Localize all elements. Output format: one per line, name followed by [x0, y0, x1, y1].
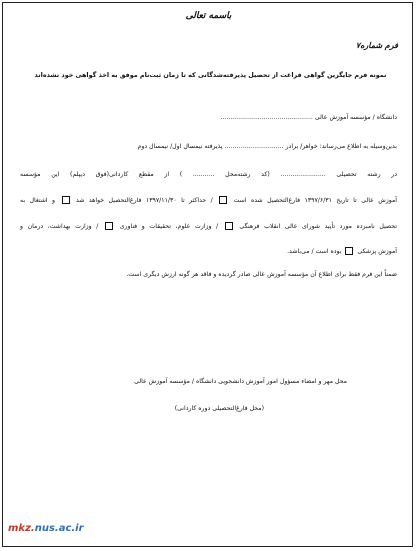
field-code-label: (کد رشته‌محل [225, 171, 270, 178]
council-checkbox[interactable] [225, 222, 233, 230]
field-blank[interactable]: ....................... [280, 171, 326, 178]
science-ministry-checkbox[interactable] [105, 222, 113, 230]
health-ministry-text: / وزارت بهداشت، درمان و [20, 223, 99, 230]
note-line: ضمناً این فرم فقط برای اطلاع آن مؤسسه آموزش عالی صادر گردیده و فاقد هر گونه ارزش دیگری است. [126, 271, 397, 278]
graduated-checkbox[interactable] [219, 196, 227, 204]
watermark-domain: nus.ac.ir [34, 523, 84, 534]
university-label: دانشگاه / مؤسسه آموزش عالی [314, 114, 397, 121]
science-ministry-text: / وزارت علوم، تحقیقات و فناوری [119, 223, 219, 230]
body-line-5 [20, 222, 397, 230]
signature-place: محل مهر و امضاء مسؤول امور آموزش دانشجویی دانشگاه / مؤسسه آموزش عالی [134, 378, 347, 385]
will-graduate-checkbox[interactable] [62, 196, 70, 204]
body-line-6 [287, 247, 397, 255]
body-line-4 [20, 196, 397, 204]
body-line-3 [20, 171, 397, 178]
confirmation-text: بوده است / می‌باشد. [287, 248, 342, 255]
degree-text: ) از مقطع کاردانی(فوق دیپلم) این مؤسسه [20, 171, 183, 178]
semester-text: پذیرفته نیمسال اول/ نیمسال دوم [137, 143, 223, 150]
university-blank[interactable]: ............................................... [220, 114, 313, 121]
study-text: و اشتغال به [20, 197, 56, 204]
graduation-place: (محل فارغ‌التحصیلی دوره کاردانی) [174, 405, 264, 412]
bismillah-heading: باسمه تعالی [185, 11, 232, 21]
will-graduate-text: / حداکثر تا ۱۳۹۷/۱۱/۳۰ فارغ‌التحصیل خواهد شد [75, 197, 213, 204]
form-title: نمونه فرم جایگزین گواهی فراغت از تحصیل پذیرفته‌شدگانی که تا زمان ثبت‌نام موفق به اخذ گواهی خود نشده‌اند [34, 71, 387, 79]
student-name-blank[interactable]: .............................. [224, 143, 284, 150]
announcement-text: بدین‌وسیله به اطلاع می‌رساند: خواهر/ برادر [285, 143, 397, 150]
body-line-2 [138, 143, 397, 150]
form-number: فرم شماره۷ [355, 41, 398, 50]
graduated-text: آموزش عالی تا تاریخ ۱۳۹۷/۶/۳۱ فارغ‌التحصیل شده است [233, 197, 398, 204]
council-text: تحصیل نامبرده مورد تأیید شورای عالی انقلاب فرهنگی [239, 223, 398, 230]
watermark-prefix: mkz. [8, 523, 35, 534]
health-ministry-checkbox[interactable] [345, 247, 353, 255]
field-code-blank[interactable]: ........... [192, 171, 215, 178]
medical-education-text: آموزش پزشکی [357, 248, 397, 255]
body-line-1 [220, 114, 397, 121]
field-label: در رشته تحصیلی [336, 171, 398, 178]
site-watermark [8, 523, 84, 534]
